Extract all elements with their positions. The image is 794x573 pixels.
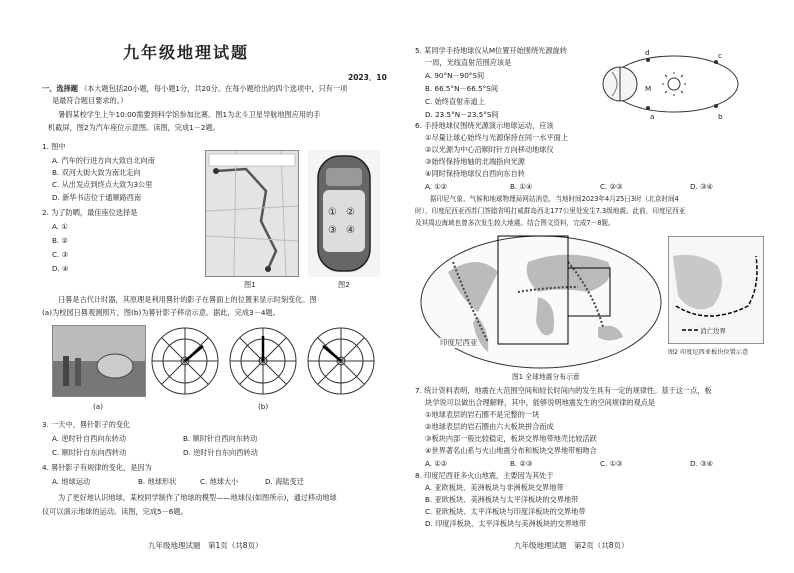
q3-option-a: A. 逆时针自西向东转动	[52, 434, 127, 443]
sundial-a-label: (a)	[93, 402, 104, 411]
q2-option-c: C. ③	[52, 250, 69, 259]
seat-2: ②	[346, 207, 355, 218]
q4-option-a: A. 地球运动	[52, 477, 91, 486]
q3-option-b: B. 顺时针自西向东转动	[183, 434, 258, 443]
q4-option-c: C. 地球大小	[200, 477, 239, 486]
q2-stem: 2. 为了防晒，最佳座位选择是	[42, 208, 138, 217]
section-desc-2: 是最符合题目要求的。）	[52, 96, 128, 105]
intro3-line2: 仪可以演示地球的运动。读图，完成5－6题。	[42, 507, 188, 516]
q7-statement-1: ①地球表层的岩石圈不是完整的一块	[425, 410, 540, 419]
q1-option-b: B. 双河大街大致为南北走向	[52, 168, 141, 177]
q7-option-b: B. ②③	[510, 459, 533, 468]
intro4-line1: 据印尼气象、气候和地球物理局网站消息，当地时间2023年4月25日3时（北京时间4	[430, 195, 679, 203]
sundial-shadow-diagrams	[145, 324, 385, 398]
q1-option-c: C. 从出发点到终点大致为3公里	[52, 180, 153, 189]
q6-stem: 6. 手持地球仪围绕光源演示地球运动，应该	[415, 121, 554, 130]
q7-option-a: A. ①②	[425, 459, 448, 468]
q6-statement-1: ①尽量让球心始终与光源保持在同一水平面上	[425, 133, 569, 142]
q6-statement-2: ②以光源为中心沿顺时针方向移动地球仪	[425, 145, 554, 154]
q1-option-a: A. 汽车的行进方向大致自北向南	[52, 156, 155, 165]
q4-option-b: B. 地球形状	[138, 477, 177, 486]
q2-option-d: D. ④	[52, 264, 69, 273]
q6-option-c: C. ②③	[600, 182, 623, 191]
section-desc-1: （本大题包括20小题，每小题1分，共20分。在每小题给出的四个选项中，只有一项	[80, 84, 348, 93]
intro2-line1: 日晷是古代计时器，其原理是利用晷针的影子在晷面上的位置来显示时刻变化。图	[58, 295, 317, 304]
q2-option-b: B. ②	[52, 236, 68, 245]
orbit-label-a: a	[650, 112, 655, 121]
page-title: 九年级地理试题	[123, 43, 250, 62]
q7-stem-2: 块学说可以做出合理解释，其中，能够说明地震发生的空间规律的观点是	[425, 398, 656, 407]
q1-stem: 1. 图中	[42, 142, 66, 151]
q7-option-d: D. ③④	[690, 459, 713, 468]
fig2-caption: 图2	[338, 280, 350, 289]
q7-statement-4: ④世界著名山系与火山地震分布和板块交界地带相吻合	[425, 446, 597, 455]
intro4-line3: 及其周边海域也曾多次发生较大地震。结合图文资料，完成7－8题。	[415, 219, 615, 227]
orbit-label-d: d	[645, 48, 650, 57]
q6-statement-3: ③始终保持地轴的北端指向光源	[425, 157, 525, 166]
q5-stem-2: 一周，光线直射范围应该是	[425, 58, 512, 67]
intro2-line2: (a)为校园日晷观测照片，图(b)为晷针影子移动示意。据此，完成3－4题。	[42, 308, 280, 317]
q7-stem-1: 7. 统计资料表明，地震在大范围空间和较长时间内的发生具有一定的规律性。基于这一点，板	[415, 386, 712, 395]
seat-4: ④	[346, 225, 355, 236]
q7-statement-2: ②地球表层的岩石圈由六大板块拼合而成	[425, 422, 554, 431]
q6-option-a: A. ①②	[425, 182, 448, 191]
q7-statement-3: ③板块内部一般比较稳定，板块交界地带地壳比较活跃	[425, 434, 597, 443]
navigation-map-screenshot	[205, 150, 299, 277]
footer-page-2: 九年级地理试题 第2页（共8页）	[514, 541, 629, 550]
q8-stem: 8. 印度尼西亚多火山地震，主要因为其处于	[415, 471, 554, 480]
q3-option-d: D. 逆时针自东向西转动	[183, 448, 258, 457]
q3-stem: 3. 一天中，晷针影子的变化	[42, 420, 131, 429]
sundial-photo-icon	[53, 326, 145, 396]
q5-stem-1: 5. 某同学手持地球仪从M位置开始围绕光源旋转	[415, 46, 567, 55]
q6-option-d: D. ③④	[690, 182, 713, 191]
q3-option-c: C. 顺时针自东向西转动	[52, 448, 127, 457]
seat-3: ③	[328, 225, 337, 236]
sundial-photo	[52, 325, 146, 397]
car-icon	[308, 150, 380, 277]
orbit-label-b: b	[718, 112, 723, 121]
inset-legend-label: 消亡边界	[700, 327, 726, 335]
intro1-line2: 机截屏，图2为汽车座位示意图。读图，完成1－2题。	[48, 123, 220, 132]
intro1-line1: 暑假某校学生上午10:00需要到科学馆参加比赛。图1为北斗卫星导航地图应用的手	[58, 110, 321, 119]
q4-stem: 4. 晷针影子有规律的变化，是因为	[42, 463, 152, 472]
map-caption-2: 图2 印度尼西亚板块位置示意	[668, 349, 749, 356]
intro3-line1: 为了更好地认识地球，某校同学制作了地球的模型——地球仪(如图所示)，通过移动地球	[58, 493, 337, 502]
map-label-indonesia: 印度尼西亚	[440, 338, 478, 347]
q5-option-c: C. 始终直射赤道上	[425, 97, 485, 106]
world-earthquake-map	[418, 232, 664, 380]
q8-option-d: D. 印度洋板块、太平洋板块与美洲板块的交界地带	[425, 519, 587, 528]
footer-page-1: 九年级地理试题 第1页（共8页）	[148, 541, 263, 550]
orbit-label-c: c	[718, 51, 722, 60]
q1-option-d: D. 新华书店位于通顺路西南	[52, 193, 142, 202]
map-route-icon	[206, 151, 298, 276]
q6-option-b: B. ①④	[510, 182, 533, 191]
car-seat-diagram	[308, 150, 380, 277]
q5-option-d: D. 23.5°N－23.5°S间	[425, 110, 499, 119]
q6-statement-4: ④同时保持地球仪自西向东自转	[425, 169, 525, 178]
exam-date: 2023．10	[348, 73, 387, 82]
q8-option-a: A. 亚欧板块、美洲板块与非洲板块交界地带	[425, 483, 564, 492]
q7-option-c: C. ①③	[600, 459, 623, 468]
q2-option-a: A. ①	[52, 222, 68, 231]
section-heading: 一、选择题	[42, 84, 78, 93]
q5-option-b: B. 66.5°N－66.5°S间	[425, 84, 499, 93]
q8-option-c: C. 亚欧板块、太平洋板块与印度洋板块的交界地带	[425, 507, 586, 516]
q5-option-a: A. 90°N－90°S间	[425, 71, 485, 80]
seat-1: ①	[328, 207, 337, 218]
map-caption-1: 图1 全球地震分布示意	[512, 373, 580, 381]
q8-option-b: B. 亚欧板块、美洲板块与太平洋板块的交界地带	[425, 495, 579, 504]
orbit-label-m: M	[645, 84, 652, 93]
q4-option-d: D. 海陆变迁	[265, 477, 304, 486]
intro4-line2: 时），印度尼西亚西苏门答腊省明打威群岛西北177公里处发生7.3级地震。此前，印度尼西亚	[415, 207, 686, 215]
earth-orbit-diagram	[596, 44, 746, 124]
sundial-b-label: (b)	[258, 402, 269, 411]
fig1-caption: 图1	[244, 280, 256, 289]
